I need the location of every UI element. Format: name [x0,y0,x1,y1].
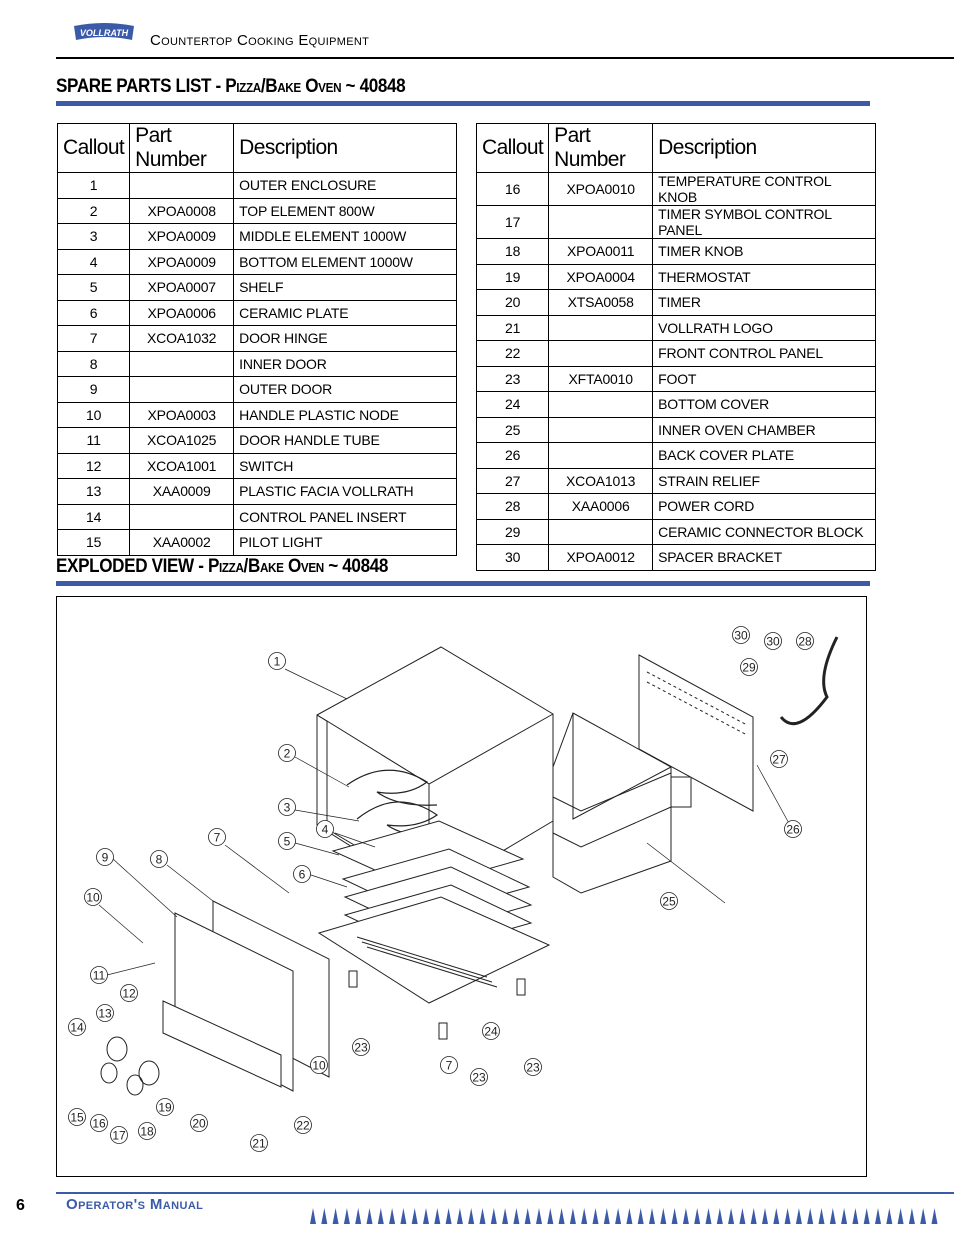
exploded-view-drawing [57,597,865,1175]
description-cell: CERAMIC PLATE [234,300,457,326]
part-number-cell: XPOA0004 [549,264,653,290]
callout-cell: 2 [58,198,130,224]
callout-number: 13 [98,1006,112,1021]
description-cell: BOTTOM ELEMENT 1000W [234,249,457,275]
callout-number: 23 [526,1060,540,1075]
part-number-cell: XPOA0012 [549,545,653,571]
triangle-glyph [389,1208,395,1224]
column-header-description: Description [234,124,457,173]
description-cell: POWER CORD [653,494,876,520]
callout-marker [91,1115,108,1132]
table-row [477,206,876,239]
part-number-cell [130,173,234,199]
column-header-description: Description [653,124,876,173]
part-number-cell: XPOA0009 [130,224,234,250]
part-number-cell: XPOA0008 [130,198,234,224]
triangle-glyph [355,1208,361,1224]
callout-cell: 11 [58,428,130,454]
triangle-glyph [864,1208,870,1224]
description-cell: PLASTIC FACIA VOLLRATH [234,479,457,505]
part-number-cell: XPOA0009 [130,249,234,275]
callout-marker [157,1099,174,1116]
part-number-cell [549,392,653,418]
part-number-cell: XCOA1013 [549,468,653,494]
callout-marker [69,1109,86,1126]
callout-marker [311,1057,328,1074]
callout-marker [91,967,108,984]
callout-number: 10 [312,1058,326,1073]
description-cell: VOLLRATH LOGO [653,315,876,341]
triangle-glyph [898,1208,904,1224]
triangle-glyph [886,1208,892,1224]
table-row [58,402,457,428]
table-row [477,315,876,341]
callout-cell: 16 [477,173,549,206]
table-row [58,504,457,530]
table-row [58,530,457,556]
callout-cell: 5 [58,275,130,301]
column-header-callout: Callout [58,124,130,173]
callout-marker [661,893,678,910]
table-row [58,453,457,479]
part-number-cell [549,417,653,443]
triangle-glyph [694,1208,700,1224]
callout-cell: 3 [58,224,130,250]
part-number-cell [549,519,653,545]
callout-marker [797,633,814,650]
callout-marker [771,751,788,768]
table-row [477,366,876,392]
callout-marker [279,799,296,816]
exploded-view-diagram [56,596,867,1177]
callout-cell: 6 [58,300,130,326]
description-cell: CONTROL PANEL INSERT [234,504,457,530]
part-number-cell: XAA0009 [130,479,234,505]
triangle-glyph [773,1208,779,1224]
description-cell: PILOT LIGHT [234,530,457,556]
callout-cell: 17 [477,206,549,239]
description-cell: OUTER ENCLOSURE [234,173,457,199]
callout-marker [269,653,286,670]
callout-cell: 21 [477,315,549,341]
triangle-glyph [547,1208,553,1224]
part-number-cell: XCOA1025 [130,428,234,454]
table-row [58,300,457,326]
triangle-glyph [739,1208,745,1224]
callout-cell: 18 [477,239,549,265]
callout-number: 30 [734,628,748,643]
callout-cell: 22 [477,341,549,367]
callout-number: 27 [772,752,786,767]
triangle-glyph [344,1208,350,1224]
table-row [477,392,876,418]
footer-rule [56,1192,954,1194]
triangle-glyph [400,1208,406,1224]
table-row [477,173,876,206]
triangle-glyph [649,1208,655,1224]
callout-cell: 12 [58,453,130,479]
description-cell: SPACER BRACKET [653,545,876,571]
part-number-cell [549,315,653,341]
table-row [477,443,876,469]
column-header-callout: Callout [477,124,549,173]
triangle-glyph [559,1208,565,1224]
triangle-glyph [717,1208,723,1224]
description-cell: TIMER SYMBOL CONTROL PANEL [653,206,876,239]
callout-marker [111,1127,128,1144]
callout-number: 4 [321,822,329,837]
triangle-glyph [321,1208,327,1224]
description-cell: HANDLE PLASTIC NODE [234,402,457,428]
description-cell: CERAMIC CONNECTOR BLOCK [653,519,876,545]
callout-number: 23 [354,1040,368,1055]
callout-cell: 30 [477,545,549,571]
callout-marker [317,821,334,838]
callout-marker [733,627,750,644]
triangle-glyph [378,1208,384,1224]
callout-number: 20 [192,1116,206,1131]
power-cord-part [781,634,837,724]
callout-marker [471,1069,488,1086]
table-row [477,290,876,316]
triangle-glyph [457,1208,463,1224]
logo-text: VOLLRATH [79,28,129,38]
table-row [58,351,457,377]
callout-number: 3 [283,800,291,815]
part-number-cell [130,504,234,530]
description-cell: INNER DOOR [234,351,457,377]
description-cell: OUTER DOOR [234,377,457,403]
callout-marker [97,849,114,866]
table-row [58,249,457,275]
page-number: 6 [16,1197,25,1214]
callout-number: 23 [472,1070,486,1085]
footer-triangle-ornament [308,1206,948,1224]
callout-number: 25 [662,894,676,909]
description-cell: BOTTOM COVER [653,392,876,418]
table-row [477,494,876,520]
spare-parts-rule [56,101,870,106]
callout-number: 11 [92,968,106,983]
description-cell: BACK COVER PLATE [653,443,876,469]
callout-number: 2 [283,746,291,761]
part-number-cell: XTSA0058 [549,290,653,316]
callout-cell: 25 [477,417,549,443]
callout-cell: 4 [58,249,130,275]
triangle-glyph [581,1208,587,1224]
footer-title: Operator's Manual [66,1196,204,1213]
callout-marker [69,1019,86,1036]
triangle-glyph [830,1208,836,1224]
triangle-glyph [660,1208,666,1224]
callout-marker [294,866,311,883]
triangle-glyph [819,1208,825,1224]
callout-cell: 20 [477,290,549,316]
vollrath-logo [68,22,140,44]
triangle-glyph [570,1208,576,1224]
table-row [477,341,876,367]
callout-number: 8 [155,852,163,867]
part-number-cell [549,443,653,469]
table-row [58,377,457,403]
callout-cell: 26 [477,443,549,469]
table-row [58,275,457,301]
description-cell: STRAIN RELIEF [653,468,876,494]
table-row [58,428,457,454]
part-number-cell [130,377,234,403]
table-row [58,326,457,352]
callout-marker [251,1135,268,1152]
triangle-glyph [920,1208,926,1224]
triangle-glyph [751,1208,757,1224]
triangle-glyph [841,1208,847,1224]
triangle-glyph [434,1208,440,1224]
table-row [477,468,876,494]
triangle-glyph [536,1208,542,1224]
callout-cell: 23 [477,366,549,392]
part-number-cell [130,351,234,377]
triangle-glyph [480,1208,486,1224]
callout-number: 7 [445,1058,453,1073]
callout-marker [295,1117,312,1134]
callout-marker [209,829,226,846]
callout-number: 7 [213,830,221,845]
callout-marker [741,659,758,676]
callout-number: 19 [158,1100,172,1115]
description-cell: SWITCH [234,453,457,479]
callout-number: 29 [742,660,756,675]
column-header-part-number: Part Number [130,124,234,173]
callout-marker [139,1123,156,1140]
callout-number: 9 [101,850,109,865]
description-cell: TIMER KNOB [653,239,876,265]
table-row [58,198,457,224]
callout-number: 22 [296,1118,310,1133]
header-title: Countertop Cooking Equipment [150,32,370,49]
callout-cell: 7 [58,326,130,352]
callout-number: 16 [92,1116,106,1131]
part-number-cell: XCOA1032 [130,326,234,352]
triangle-glyph [525,1208,531,1224]
triangle-glyph [796,1208,802,1224]
triangle-glyph [333,1208,339,1224]
callout-number: 30 [766,634,780,649]
table-row [58,224,457,250]
description-cell: TIMER [653,290,876,316]
table-row [477,519,876,545]
triangle-glyph [762,1208,768,1224]
part-number-cell: XPOA0007 [130,275,234,301]
callout-number: 12 [122,986,136,1001]
triangle-glyph [446,1208,452,1224]
callout-marker [441,1057,458,1074]
spare-parts-title: SPARE PARTS LIST - Pizza/Bake Oven ~ 40848 [56,76,406,97]
triangle-glyph [683,1208,689,1224]
triangle-glyph [852,1208,858,1224]
triangle-glyph [491,1208,497,1224]
part-number-cell: XAA0006 [549,494,653,520]
callout-marker [525,1059,542,1076]
callout-number: 28 [798,634,812,649]
triangle-glyph [706,1208,712,1224]
triangle-glyph [513,1208,519,1224]
callout-cell: 24 [477,392,549,418]
callout-number: 14 [70,1020,84,1035]
table-row [477,239,876,265]
description-cell: INNER OVEN CHAMBER [653,417,876,443]
callout-marker [483,1023,500,1040]
part-number-cell: XPOA0003 [130,402,234,428]
callout-marker [279,745,296,762]
table-row [58,479,457,505]
column-header-part-number: Part Number [549,124,653,173]
table-row [477,417,876,443]
callout-cell: 13 [58,479,130,505]
triangle-glyph [909,1208,915,1224]
callout-cell: 9 [58,377,130,403]
part-number-cell: XPOA0011 [549,239,653,265]
table-row [477,545,876,571]
description-cell: TOP ELEMENT 800W [234,198,457,224]
description-cell: DOOR HANDLE TUBE [234,428,457,454]
triangle-glyph [875,1208,881,1224]
part-number-cell: XPOA0006 [130,300,234,326]
part-number-cell: XCOA1001 [130,453,234,479]
exploded-view-rule [56,581,870,586]
callout-number: 18 [140,1124,154,1139]
triangle-glyph [785,1208,791,1224]
table-row [58,173,457,199]
part-number-cell: XPOA0010 [549,173,653,206]
callout-number: 1 [273,654,281,669]
triangle-glyph [932,1208,938,1224]
knobs-part [101,1037,159,1095]
callout-number: 17 [112,1128,126,1143]
triangle-glyph [502,1208,508,1224]
triangle-glyph [728,1208,734,1224]
table-row [477,264,876,290]
part-number-cell: XAA0002 [130,530,234,556]
callout-number: 6 [298,867,306,882]
parts-table-right [476,123,876,571]
description-cell: TEMPERATURE CONTROL KNOB [653,173,876,206]
callout-cell: 28 [477,494,549,520]
exploded-view-title: EXPLODED VIEW - Pizza/Bake Oven ~ 40848 [56,556,389,577]
callout-cell: 15 [58,530,130,556]
description-cell: FRONT CONTROL PANEL [653,341,876,367]
callout-cell: 19 [477,264,549,290]
callout-marker [353,1039,370,1056]
part-number-cell [549,341,653,367]
callout-number: 26 [786,822,800,837]
triangle-glyph [367,1208,373,1224]
callout-cell: 27 [477,468,549,494]
callout-number: 24 [484,1024,498,1039]
callout-cell: 8 [58,351,130,377]
description-cell: THERMOSTAT [653,264,876,290]
callout-marker [785,821,802,838]
callout-marker [151,851,168,868]
description-cell: MIDDLE ELEMENT 1000W [234,224,457,250]
parts-table-left [57,123,457,556]
header-rule [56,57,954,59]
callout-marker [279,833,296,850]
callout-marker [121,985,138,1002]
callout-number: 5 [283,834,291,849]
triangle-glyph [423,1208,429,1224]
description-cell: SHELF [234,275,457,301]
triangle-glyph [672,1208,678,1224]
description-cell: DOOR HINGE [234,326,457,352]
callout-marker [97,1005,114,1022]
triangle-glyph [626,1208,632,1224]
triangle-glyph [593,1208,599,1224]
triangle-glyph [807,1208,813,1224]
part-number-cell [549,206,653,239]
description-cell: FOOT [653,366,876,392]
callout-marker [85,889,102,906]
callout-number: 21 [252,1136,266,1151]
callout-cell: 1 [58,173,130,199]
triangle-glyph [604,1208,610,1224]
callout-number: 15 [70,1110,84,1125]
triangle-glyph [638,1208,644,1224]
callout-cell: 29 [477,519,549,545]
part-number-cell: XFTA0010 [549,366,653,392]
callout-cell: 14 [58,504,130,530]
callout-number: 10 [86,890,100,905]
triangle-glyph [615,1208,621,1224]
callout-marker [765,633,782,650]
callout-cell: 10 [58,402,130,428]
callout-marker [191,1115,208,1132]
triangle-glyph [310,1208,316,1224]
triangle-glyph [468,1208,474,1224]
triangle-glyph [412,1208,418,1224]
